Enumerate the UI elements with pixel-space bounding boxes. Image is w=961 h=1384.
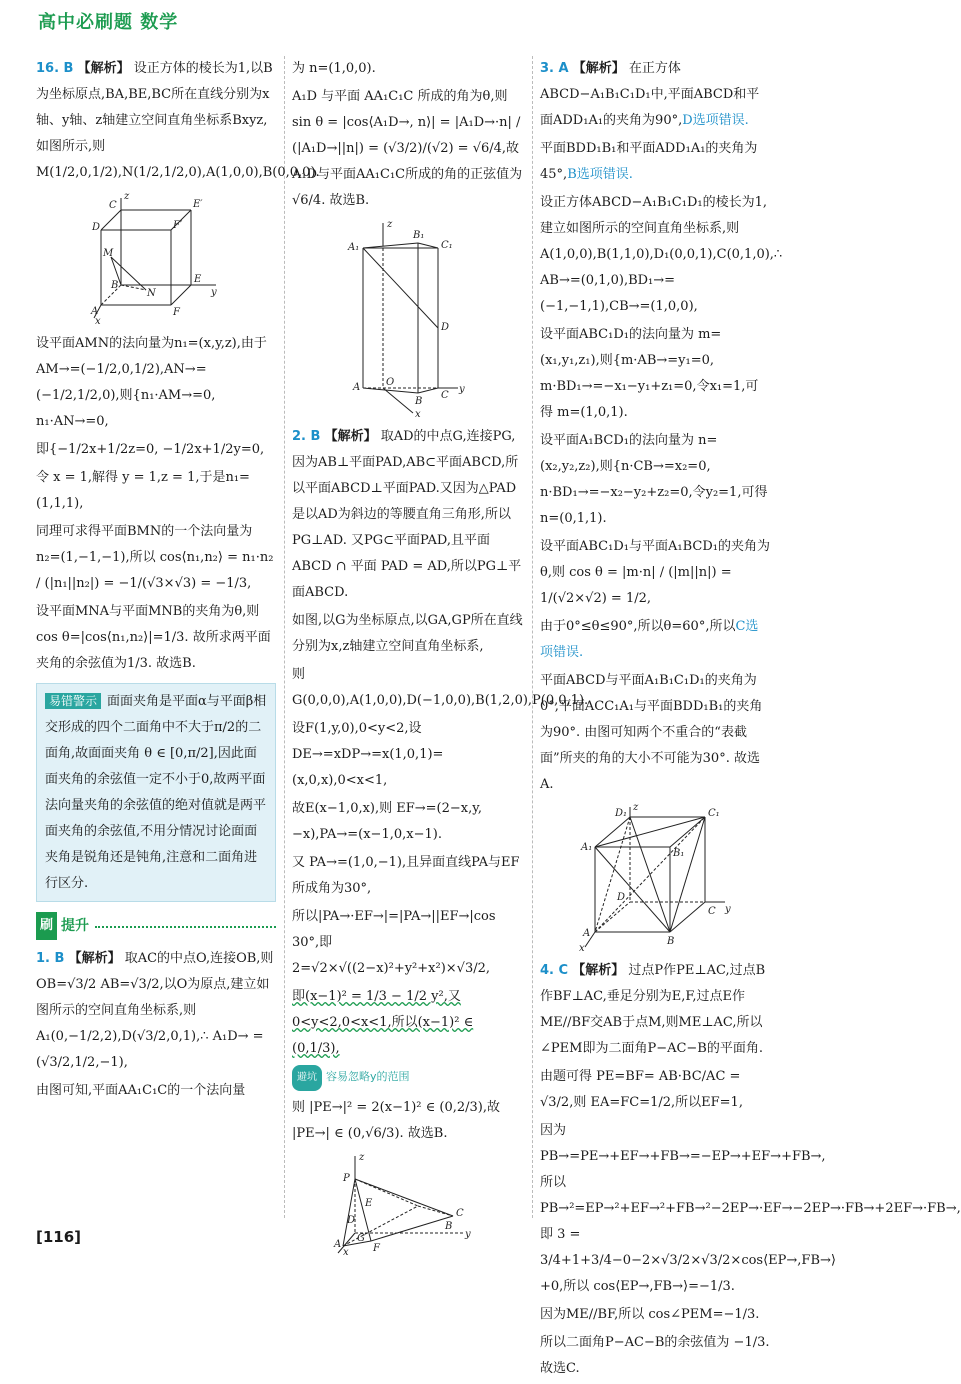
q4-step: 所以二面角P−AC−B的余弦值为 −1/3. 故选C.	[540, 1335, 770, 1376]
fig3-label: x	[343, 1247, 349, 1258]
question-3: 3. A 【解析】 在正方体ABCD−A₁B₁C₁D₁中,平面ABCD和平面ADD₁A₁的夹角为90°,D选项错误.	[540, 61, 760, 128]
q3-step: 设正方体ABCD−A₁B₁C₁D₁的棱长为1,建立如图所示的空间直角坐标系,则A(1,0,0),B(1,1,0),D₁(0,0,1),C(0,1,0),∴ AB→=(0,1,0),BD₁→=(−1,−1,1),CB→=(1,0,0),	[540, 195, 783, 314]
fig1-label: y	[211, 287, 217, 298]
q2-step: 又 PA→=(1,0,−1),且异面直线PA与EF所成角为30°,	[292, 855, 520, 896]
fig2-label: A	[353, 382, 361, 393]
column-3	[540, 56, 961, 1384]
prism-figure	[343, 218, 473, 418]
fig3-label: A	[334, 1239, 342, 1250]
q4-step: 因为ME//BF,所以 cos∠PEM=−1/3.	[540, 1307, 760, 1322]
fig4-label: D	[617, 892, 626, 903]
fig4-label: y	[725, 904, 731, 915]
fig1-label: C	[109, 200, 117, 211]
fig3-label: F	[373, 1243, 380, 1254]
fig2-label: D	[441, 322, 450, 333]
fig1-label: F′	[173, 220, 183, 231]
page-header: 高中必刷题 数学	[38, 12, 179, 33]
q3-step: 设平面ABC₁D₁的法向量为 m=(x₁,y₁,z₁),则{m·AB→=y₁=0, m·BD₁→=−x₁−y₁+z₁=0,令x₁=1,可得 m=(1,0,1).	[540, 327, 759, 420]
fig2-label: B	[415, 396, 423, 407]
q16-step: 同理可求得平面BMN的一个法向量为 n₂=(1,−1,−1),所以 cos⟨n₁,n₂⟩ = n₁·n₂ / (|n₁||n₂|) = −1/(√3×√3) = −1/3,	[36, 524, 274, 591]
fig1-label: M	[103, 248, 114, 259]
cube-figure-2	[575, 802, 735, 952]
q16-step: 即{−1/2x+1/2z=0, −1/2x+1/2y=0,	[36, 442, 265, 457]
q2-final: 则 |PE→|² = 2(x−1)² ∈ (0,2/3),故 |PE→| ∈ (0,√6/3). 故选B.	[292, 1100, 501, 1141]
fig4-label: C	[708, 906, 716, 917]
question-2: 2. B 【解析】 取AD的中点G,连接PG,因为AB⊥平面PAD,AB⊂平面ABCD,所以平面ABCD⊥平面PAD.又因为△PAD是以AD为斜边的等腰直角三角形,所以PG⊥AD. 又PG⊂平面PAD,且平面 ABCD ∩ 平面 PAD = AD,所以PG⊥平面ABCD.	[292, 429, 522, 600]
pitfall-tag: 避坑	[292, 1065, 322, 1091]
warning-tag: 易错警示	[45, 693, 101, 709]
column-divider	[284, 56, 285, 1218]
q3-step: 由于0°≤θ≤90°,所以θ=60°,所以C选项错误.	[540, 619, 759, 660]
q3-step: 设平面ABC₁D₁与平面A₁BCD₁的夹角为θ,则 cos θ = |m·n| / (|m||n|) = 1/(√2×√2) = 1/2,	[540, 539, 770, 606]
question-4: 4. C 【解析】 过点P作PE⊥AC,过点B作BF⊥AC,垂足分别为E,F,过点E作ME//BF交AB于点M,则ME⊥AC,所以∠PEM即为二面角P−AC−B的平面角.	[540, 963, 766, 1056]
fig1-label: E′	[193, 199, 203, 210]
section-title: 提升	[61, 918, 90, 934]
fig2-label: C₁	[441, 240, 453, 251]
fig1-label: A	[91, 306, 99, 317]
q1-step: A₁D 与平面 AA₁C₁C 所成的角为θ,则 sin θ = |cos⟨A₁D→, n⟩| = |A₁D→·n| / (|A₁D→||n|) = (√3/2)/(√2) = √6/4,故A₁D与平面AA₁C₁C所成的角的正弦值为√6/4. 故选B.	[292, 89, 523, 208]
section-badge: 刷	[36, 912, 57, 940]
question-16: 16. B 【解析】 设正方体的棱长为1,以B为坐标原点,BA,BE,BC所在直线分别为x轴、y轴、z轴建立空间直角坐标系Bxyz,如图所示,则M(1/2,0,1/2),N(1/2,1/2,0),A(1,0,0),B(0,0,0).	[36, 61, 320, 180]
fig2-label: O	[386, 377, 395, 388]
q1-continued: 为 n=(1,0,0).	[292, 61, 376, 76]
fig3-label: y	[465, 1229, 471, 1240]
cube-figure-1	[91, 190, 221, 325]
column-2	[292, 56, 589, 1262]
fig3-label: D	[347, 1215, 356, 1226]
q2-step: 设F(1,y,0),0<y<2,设 DE→=xDP→=x(1,0,1)=(x,0,x),0<x<1,	[292, 721, 444, 788]
q3-step: 平面BDD₁B₁和平面ADD₁A₁的夹角为45°,B选项错误.	[540, 141, 758, 182]
q2-step: 故E(x−1,0,x),则 EF→=(2−x,y,−x),PA→=(x−1,0,x−1).	[292, 801, 483, 842]
fig1-label: N	[147, 288, 156, 299]
error-warning-box	[36, 683, 276, 902]
fig1-label: E	[194, 274, 202, 285]
fig4-label: D₁	[615, 808, 628, 819]
q2-step: 如图,以G为坐标原点,以GA,GP所在直线分别为x,z轴建立空间直角坐标系,	[292, 613, 523, 654]
fig3-label: G	[357, 1233, 365, 1244]
fig4-label: x	[579, 943, 585, 954]
fig2-label: B₁	[413, 230, 425, 241]
fig2-label: z	[387, 219, 393, 230]
fig1-label: z	[124, 191, 130, 202]
question-1: 1. B 【解析】 取AC的中点O,连接OB,则 OB=√3/2 AB=√3/2,以O为原点,建立如图所示的空间直角坐标系,则 A₁(0,−1/2,2),D(√3/2,0,1),∴ A₁D→ = (√3/2,1/2,−1),	[36, 951, 274, 1070]
q4-step: 由题可得 PE=BF= AB·BC/AC = √3/2,则 EA=FC=1/2,所以EF=1,	[540, 1069, 743, 1110]
fig1-label: D	[92, 222, 101, 233]
q3-step: 设平面A₁BCD₁的法向量为 n=(x₂,y₂,z₂),则{n·CB→=x₂=0, n·BD₁→=−x₂−y₂+z₂=0,令y₂=1,可得 n=(0,1,1).	[540, 433, 768, 526]
fig4-label: A₁	[581, 842, 593, 853]
fig4-label: B₁	[673, 848, 685, 859]
fig1-label: x	[95, 316, 101, 327]
fig2-label: A₁	[348, 242, 360, 253]
fig2-label: y	[459, 384, 465, 395]
q16-step: 设平面AMN的法向量为n₁=(x,y,z),由于 AM→=(−1/2,0,1/2),AN→=(−1/2,1/2,0),则{n₁·AM→=0, n₁·AN→=0,	[36, 336, 267, 429]
q16-step: 令 x = 1,解得 y = 1,z = 1,于是n₁=(1,1,1),	[36, 470, 250, 511]
q2-step: 则 G(0,0,0),A(1,0,0),D(−1,0,0),B(1,2,0),P(0,0,1).	[292, 667, 589, 708]
fig4-label: C₁	[708, 808, 720, 819]
page-number: [116]	[36, 1228, 82, 1246]
section-header-tisheng	[36, 912, 276, 940]
q16-step: 设平面MNA与平面MNB的夹角为θ,则 cos θ=|cos⟨n₁,n₂⟩|=1/3. 故所求两平面夹角的余弦值为1/3. 故选B.	[36, 604, 271, 671]
q4-step: 因为 PB→=PE→+EF→+FB→=−EP→+EF→+FB→,所以 PB→²=EP→²+EF→²+FB→²−2EP→·EF→−2EP→·FB→+2EF→·FB→,即 3 = 3/4+1+3/4−0−2×√3/2×√3/2×cos⟨EP→,FB→⟩+0,所以 cos⟨EP→,FB→⟩=−1/3.	[540, 1123, 961, 1294]
fig3-label: E	[365, 1198, 373, 1209]
column-divider	[532, 56, 533, 1218]
section-rule	[95, 925, 276, 928]
q3-step: 平面ABCD与平面A₁B₁C₁D₁的夹角为0°,平面ACC₁A₁与平面BDD₁B₁的夹角为90°. 由图可知两个不重合的“表截面”所夹的角的大小不可能为30°. 故选A.	[540, 673, 763, 792]
fig3-label: C	[456, 1208, 464, 1219]
fig3-label: B	[445, 1221, 453, 1232]
q2-step: 即(x−1)² = 1/3 − 1/2 y²,又0<y<2,0<x<1,所以(x−1)² ∈ (0,1/3),	[292, 989, 474, 1056]
fig3-label: P	[343, 1173, 350, 1184]
fig4-label: B	[667, 936, 675, 947]
q1-tail: 由图可知,平面AA₁C₁C的一个法向量	[36, 1083, 246, 1098]
q2-step: 所以|PA→·EF→|=|PA→||EF→|cos 30°,即 2=√2×√((2−x)²+y²+x²)×√3/2,	[292, 909, 496, 976]
fig1-label: F	[173, 307, 180, 318]
fig3-label: z	[359, 1152, 365, 1163]
fig4-label: A	[583, 928, 591, 939]
fig4-label: z	[633, 802, 639, 813]
pitfall-text: 容易忽略y的范围	[326, 1070, 410, 1083]
warning-text: 面面夹角是平面α与平面β相交形成的四个二面角中不大于π/2的二面角,故面面夹角 θ ∈ [0,π/2],因此面面夹角的余弦值一定不小于0,故两平面法向量夹角的余弦值的绝对值就是两平面夹角的余弦值,不用分情况讨论面面夹角是锐角还是钝角,注意和二面角进行区分.	[45, 694, 267, 891]
pyramid-figure	[333, 1151, 483, 1256]
fig2-label: C	[441, 390, 449, 401]
pitfall-note	[292, 1064, 524, 1091]
fig1-label: B	[111, 280, 119, 291]
fig2-label: x	[415, 409, 421, 420]
